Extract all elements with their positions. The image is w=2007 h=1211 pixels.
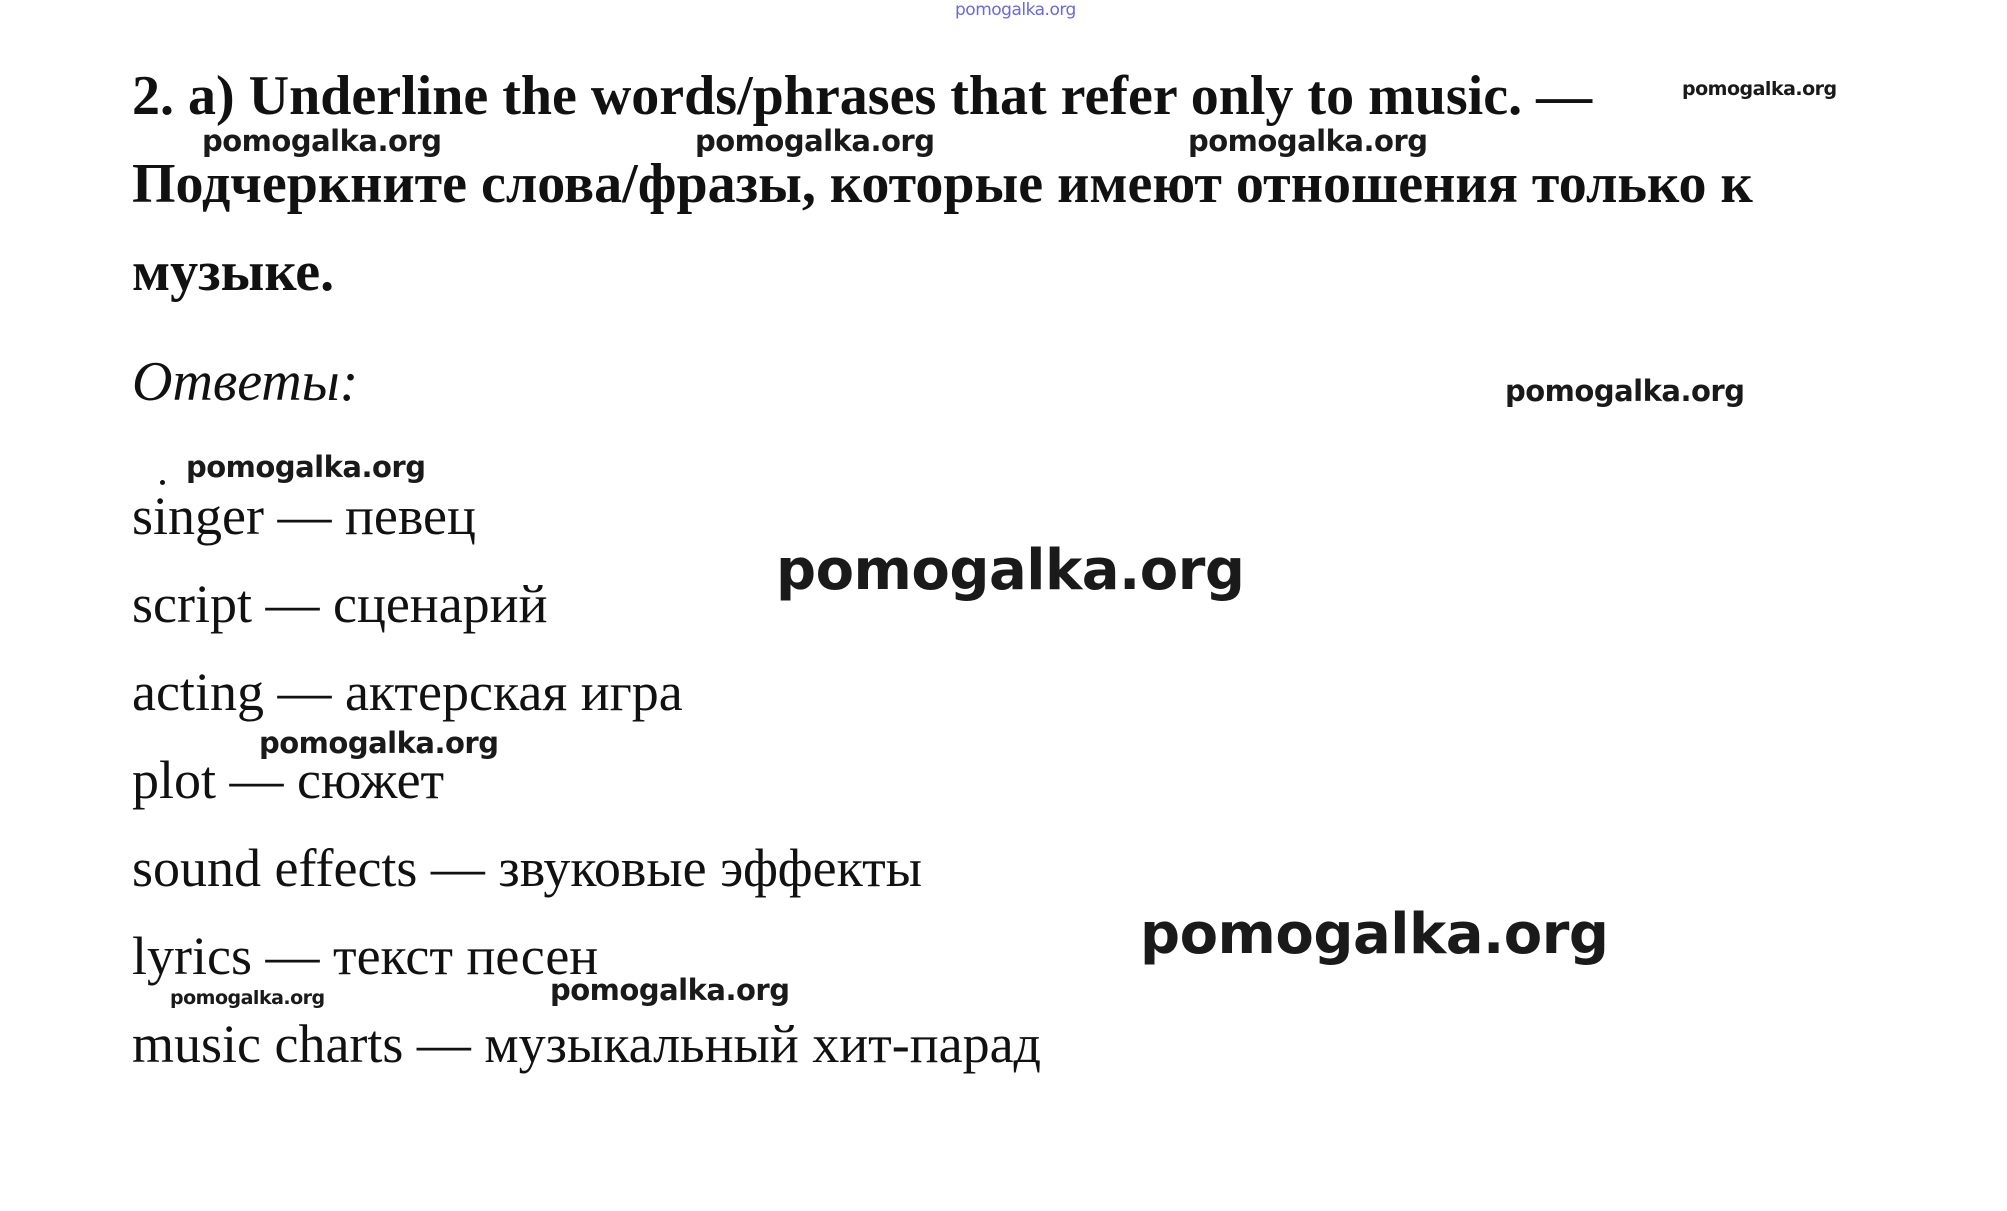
watermark: pomogalka.org (186, 450, 426, 484)
watermark: pomogalka.org (776, 538, 1245, 603)
watermark: pomogalka.org (170, 987, 325, 1009)
answer-item: music charts — музыкальный хит-парад (132, 1014, 1042, 1074)
answer-item: singer — певец (132, 486, 476, 546)
answer-item: acting — актерская игра (132, 662, 683, 722)
task-title-line-1: 2. a) Underline the words/phrases that refer only to music. — (132, 65, 1593, 127)
answer-item: lyrics — текст песен (132, 926, 599, 986)
answers-label: Ответы: (132, 351, 359, 413)
answer-item: script — сценарий (132, 574, 548, 634)
watermark: pomogalka.org (695, 124, 935, 158)
answer-item: plot — сюжет (132, 750, 445, 810)
watermark: pomogalka.org (1140, 902, 1609, 967)
watermark: pomogalka.org (1682, 78, 1837, 100)
task-heading (132, 52, 1892, 316)
task-title-line-2: Подчеркните слова/фразы, которые имеют отношения только к (132, 153, 1753, 215)
watermark: pomogalka.org (1505, 374, 1745, 408)
watermark: pomogalka.org (550, 973, 790, 1007)
watermark: pomogalka.org (202, 124, 442, 158)
header-watermark: pomogalka.org (955, 0, 1076, 20)
watermark: pomogalka.org (1188, 124, 1428, 158)
answer-item: sound effects — звуковые эффекты (132, 838, 923, 898)
task-title-line-3: музыке. (132, 241, 335, 303)
watermark: pomogalka.org (259, 726, 499, 760)
